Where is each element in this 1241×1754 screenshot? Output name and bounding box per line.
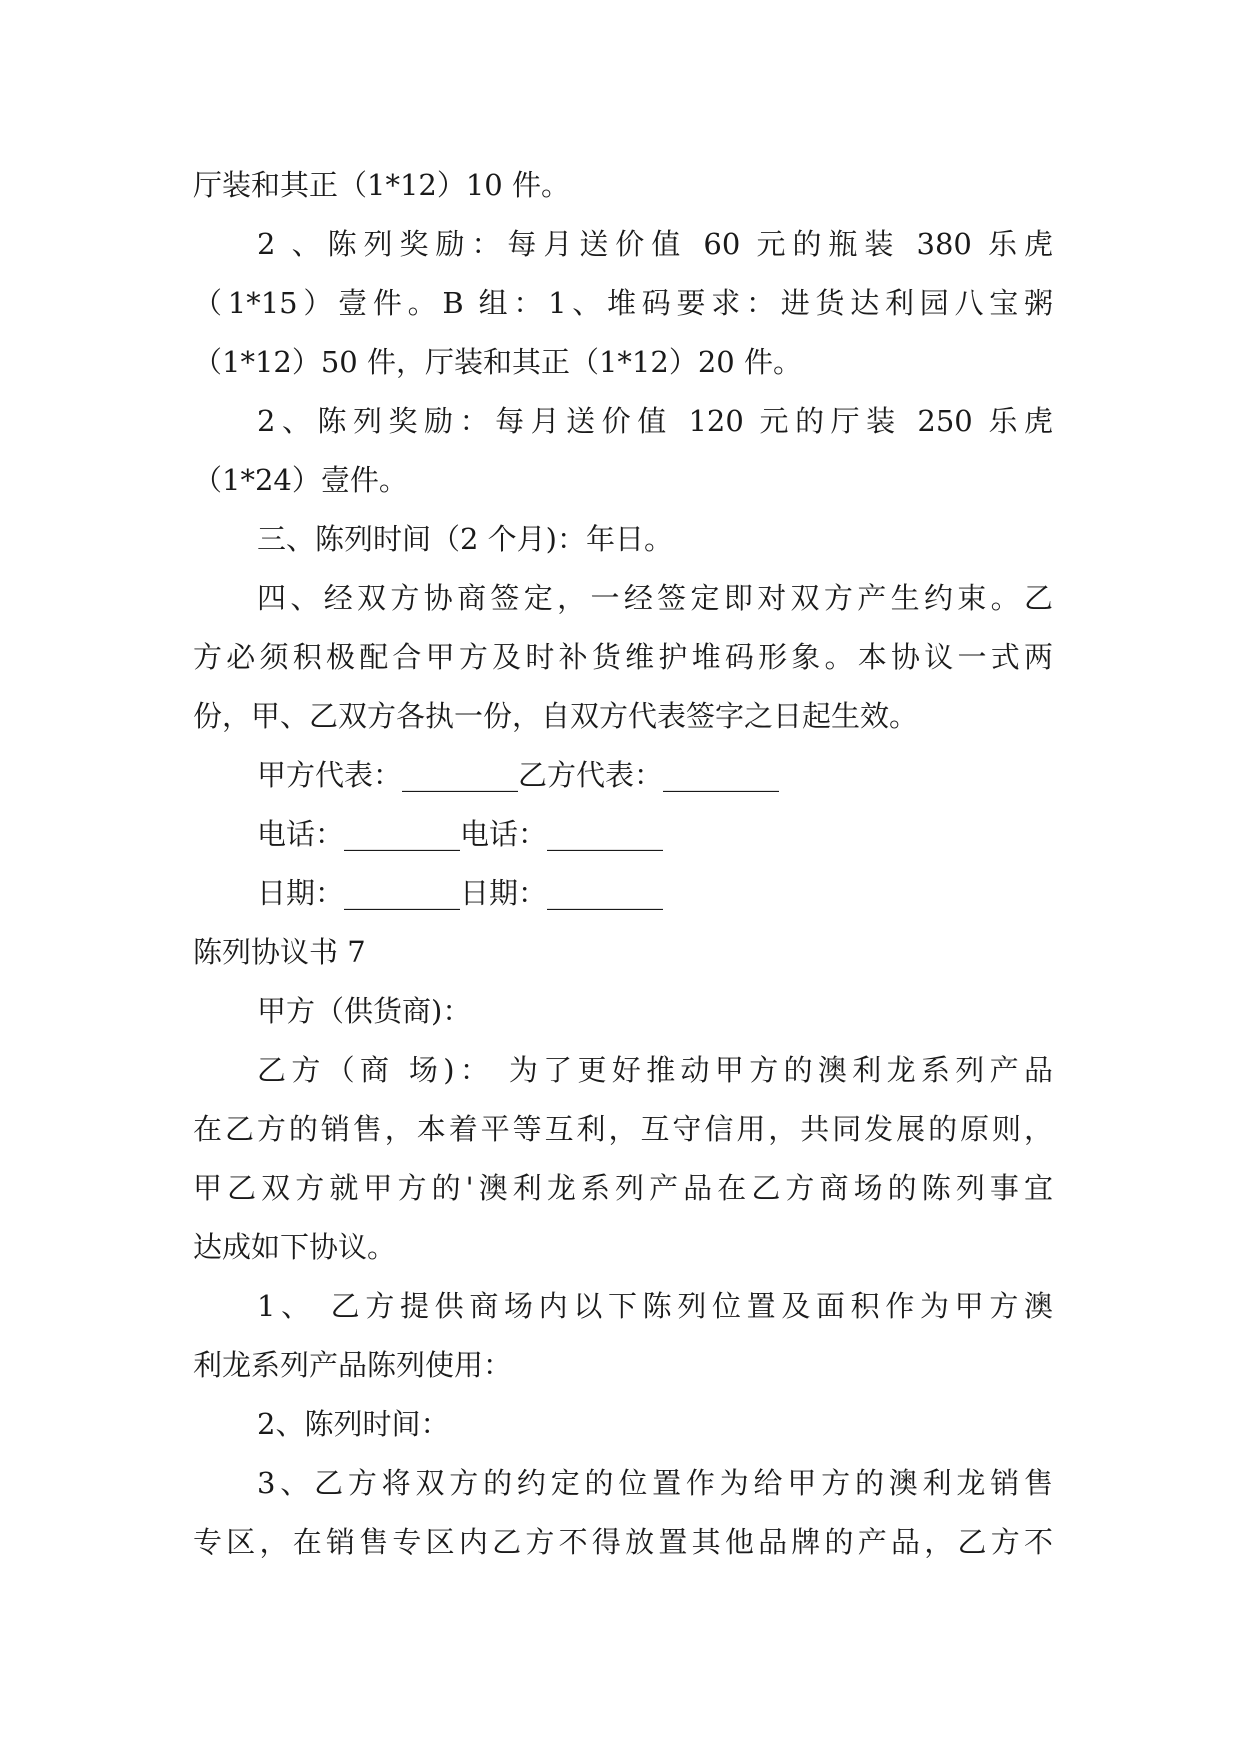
text-line: 厅装和其正（1*12）10 件。	[193, 168, 570, 202]
text-line: 2、陈列时间：	[257, 1407, 450, 1441]
text-line: 乙方（商 场)： 为了更好推动甲方的澳利龙系列产品	[257, 1053, 1053, 1087]
text-line: 专区，在销售专区内乙方不得放置其他品牌的产品，乙方不	[193, 1525, 1053, 1559]
signature-line-date: 日期：________日期：________	[257, 876, 664, 910]
text-line: 甲乙双方就甲方的'澳利龙系列产品在乙方商场的陈列事宜	[193, 1171, 1053, 1205]
text-line: 利龙系列产品陈列使用：	[193, 1348, 513, 1382]
text-line: （1*24）壹件。	[193, 463, 408, 497]
text-line: 1、 乙方提供商场内以下陈列位置及面积作为甲方澳	[257, 1289, 1053, 1323]
signature-line-representative: 甲方代表：________乙方代表：________	[257, 758, 780, 792]
text-line: 达成如下协议。	[193, 1230, 397, 1264]
text-line: 2 、陈列奖励：每月送价值 60 元的瓶装 380 乐虎	[257, 227, 1053, 261]
text-line: 三、陈列时间（2 个月)：年日。	[257, 522, 673, 556]
section-heading: 陈列协议书 7	[193, 935, 366, 969]
text-line: 方必须积极配合甲方及时补货维护堆码形象。本协议一式两	[193, 640, 1053, 674]
signature-line-phone: 电话：________电话：________	[257, 817, 664, 851]
text-line: （1*12）50 件，厅装和其正（1*12）20 件。	[193, 345, 802, 379]
text-line: 在乙方的销售，本着平等互利，互守信用，共同发展的原则，	[193, 1112, 1053, 1146]
text-line: （1*15）壹件。B 组：1、堆码要求：进货达利园八宝粥	[193, 286, 1053, 320]
text-line: 四、经双方协商签定，一经签定即对双方产生约束。乙	[257, 581, 1053, 615]
text-line: 份，甲、乙双方各执一份，自双方代表签字之日起生效。	[193, 699, 919, 733]
text-line: 3、乙方将双方的约定的位置作为给甲方的澳利龙销售	[257, 1466, 1053, 1500]
text-line: 2、陈列奖励：每月送价值 120 元的厅装 250 乐虎	[257, 404, 1053, 438]
text-line: 甲方（供货商)：	[257, 994, 472, 1028]
